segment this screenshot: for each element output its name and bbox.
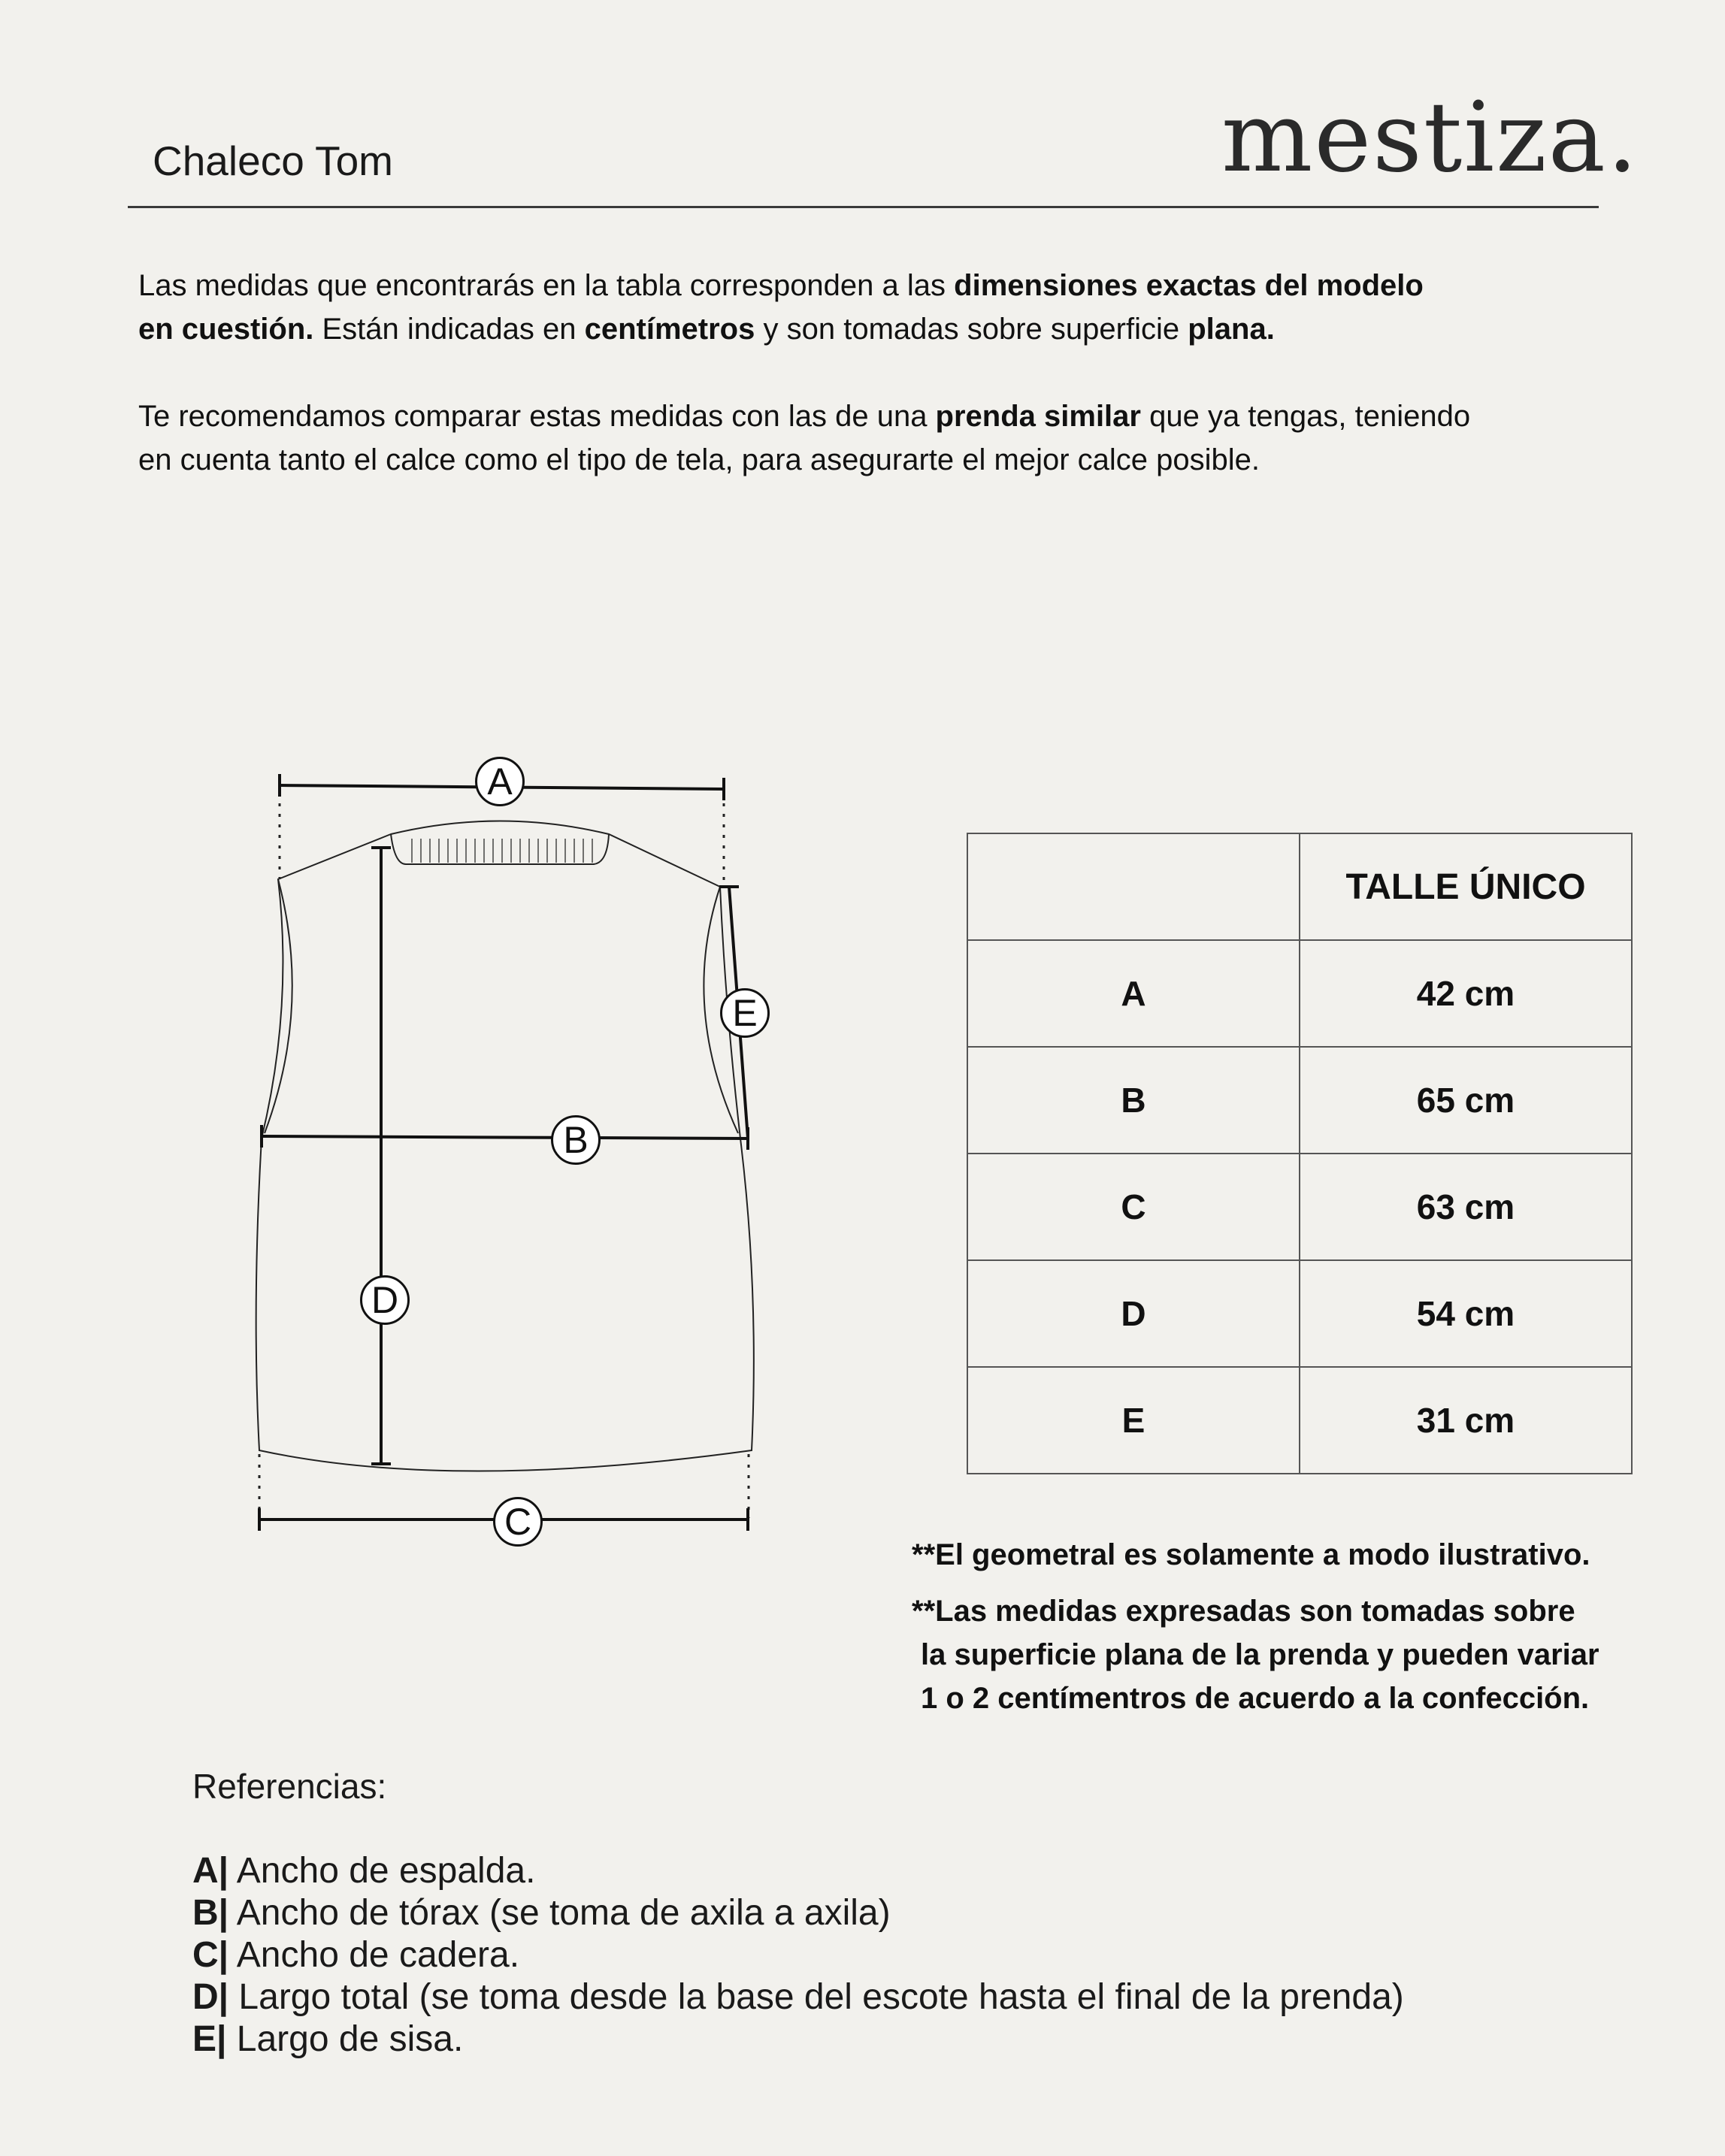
left-armhole <box>265 879 292 1133</box>
table-row <box>967 1047 1632 1154</box>
reference-item <box>192 2018 463 2060</box>
note-line: la superficie plana de la prenda y pueden variar <box>921 1638 1599 1671</box>
note-line: 1 o 2 centímentros de acuerdo a la confección. <box>921 1682 1590 1715</box>
references-title: Referencias: <box>192 1767 387 1806</box>
reference-key: C| <box>192 1935 229 1975</box>
reference-text: Ancho de cadera. <box>228 1935 520 1975</box>
bold-text: centímetros <box>584 313 755 346</box>
row-label: E <box>967 1367 1300 1474</box>
label-b-circle <box>551 1115 601 1165</box>
collar <box>391 834 609 864</box>
reference-text: Largo total (se toma desde la base del escote hasta el final de la prenda) <box>228 1977 1404 2017</box>
reference-text: Ancho de tórax (se toma de axila a axila) <box>228 1893 891 1933</box>
intro-paragraph-2 <box>138 395 1642 482</box>
table-row <box>967 1260 1632 1367</box>
label-a-circle <box>475 757 525 806</box>
text-run: y son tomadas sobre superficie <box>755 313 1188 346</box>
reference-key: D| <box>192 1977 229 2017</box>
bold-text: en cuestión. <box>138 313 314 346</box>
label-b: B <box>563 1119 589 1161</box>
row-label: B <box>967 1047 1300 1154</box>
text-run: Están indicadas en <box>313 313 585 346</box>
text-run: Las medidas que encontrarás en la tabla corresponden a las <box>138 269 955 302</box>
reference-item <box>192 1934 519 1976</box>
label-e: E <box>732 992 758 1034</box>
note-measurements <box>912 1589 1599 1720</box>
label-e-circle <box>720 988 770 1038</box>
collar-ribbing <box>412 839 592 863</box>
reference-key: B| <box>192 1893 229 1933</box>
row-value: 42 cm <box>1300 940 1632 1047</box>
table-row <box>967 1367 1632 1474</box>
reference-item <box>192 1976 1404 2018</box>
row-value: 63 cm <box>1300 1154 1632 1260</box>
row-label: A <box>967 940 1300 1047</box>
table-header-row <box>967 833 1632 940</box>
reference-item <box>192 1892 891 1934</box>
vest-outline <box>256 821 754 1471</box>
label-d-circle <box>360 1275 410 1325</box>
row-value: 65 cm <box>1300 1047 1632 1154</box>
label-c-circle <box>493 1497 543 1547</box>
bold-text: plana. <box>1188 313 1275 346</box>
row-label: D <box>967 1260 1300 1367</box>
reference-key: E| <box>192 2019 227 2059</box>
vest-diagram <box>248 748 789 1567</box>
label-c: C <box>504 1501 532 1543</box>
table-row <box>967 940 1632 1047</box>
text-run: Te recomendamos comparar estas medidas con las de una <box>138 400 936 433</box>
row-value: 54 cm <box>1300 1260 1632 1367</box>
intro-paragraph-1 <box>138 264 1642 351</box>
reference-text: Ancho de espalda. <box>228 1851 536 1891</box>
table-header-size: TALLE ÚNICO <box>1300 833 1632 940</box>
reference-item <box>192 1850 535 1891</box>
note-line: **Las medidas expresadas son tomadas sobre <box>912 1595 1575 1628</box>
bold-text: dimensiones exactas del modelo <box>954 269 1424 302</box>
text-run: en cuenta tanto el calce como el tipo de tela, para asegurarte el mejor calce posible. <box>138 443 1260 476</box>
label-d: D <box>371 1279 399 1321</box>
note-illustrative: **El geometral es solamente a modo ilustrativo. <box>912 1538 1590 1571</box>
table-row <box>967 1154 1632 1260</box>
table-header-empty <box>967 833 1300 940</box>
row-value: 31 cm <box>1300 1367 1632 1474</box>
brand-logo: mestiza. <box>1221 82 1639 194</box>
row-label: C <box>967 1154 1300 1260</box>
page-title: Chaleco Tom <box>153 138 393 184</box>
header-divider <box>128 206 1599 208</box>
text-run: que ya tengas, teniendo <box>1140 400 1471 433</box>
size-table <box>967 833 1633 1474</box>
label-a: A <box>487 760 513 803</box>
reference-text: Largo de sisa. <box>226 2019 464 2059</box>
bold-text: prenda similar <box>935 400 1141 433</box>
reference-key: A| <box>192 1851 229 1891</box>
